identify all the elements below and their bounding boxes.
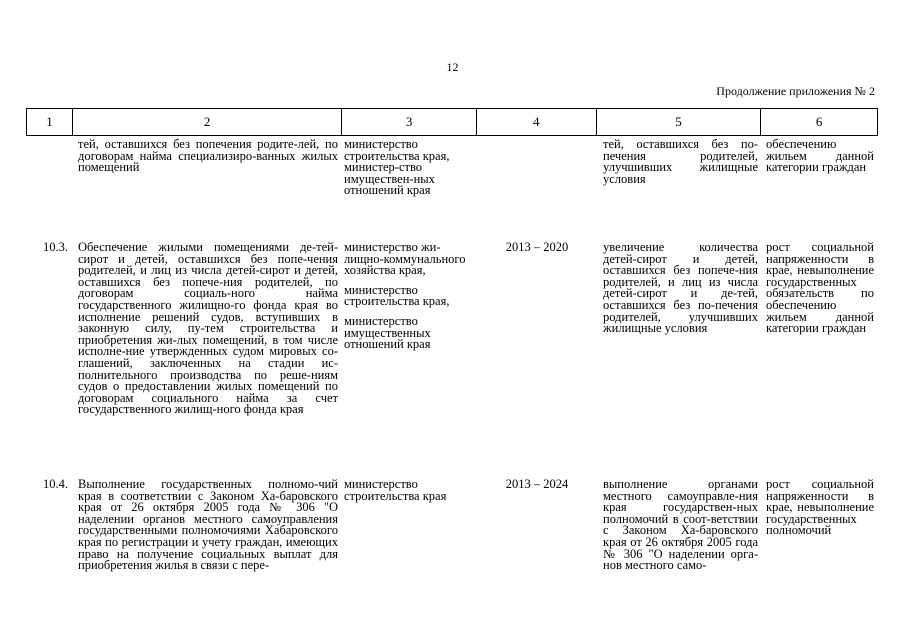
header-col-2: 2 [73, 109, 342, 135]
executor-text: министерство имущественных отношений края [344, 313, 431, 352]
executors-cell [342, 242, 477, 416]
row-number [26, 139, 72, 197]
row-number: 10.4. [43, 477, 68, 491]
risk-cell: рост социальной напряженности в крае, невыполнение государственных обязательств по обеспечению жильем данной категории граждан [766, 240, 874, 336]
row-number: 10.3. [43, 240, 68, 254]
executor-text: министерство строительства края [344, 477, 447, 503]
measure-cell: Обеспечение жилыми помещениями де-тей-сирот и детей, оставшихся без попе-чения родителей, и лиц из числа детей-сирот и детей, оставшихся без попече-ния родителей, по договорам социаль-ного найма государственного жилищно-го фонда края во исполнение решений судов, вступивших в законную силу, пу-тем строительства и приобретения жи-лых помещений, в том числе исполне-ние утвержденных судом мировых со-глашений, заключенных на стадии ис-полнительного производства по реше-ниям судов о предоставлении жилых помещений по договорам социального найма за счет государственного жилищ-ного фонда края [78, 240, 338, 417]
executors-cell [342, 139, 477, 197]
table-row [26, 242, 878, 416]
header-col-4: 4 [477, 109, 597, 135]
executor-text: министерство жи-лищно-коммунального хозяйства края, [344, 240, 466, 278]
executor-text: министерство строительства края, министер-ство имуществен-ных отношений края [344, 137, 450, 198]
risk-cell: рост социальной напряженности в крае, невыполнение государственных полномочий [766, 477, 874, 538]
executor-text: министерство строительства края, [344, 282, 450, 309]
header-col-1: 1 [27, 109, 73, 135]
period-cell: 2013 – 2020 [505, 240, 569, 254]
header-col-3: 3 [342, 109, 477, 135]
period-cell: 2013 – 2024 [505, 477, 569, 491]
risk-cell: обеспечению жильем данной категории граждан [766, 137, 874, 175]
measure-cell: Выполнение государственных полномо-чий края в соответствии с Законом Ха-баровского края от 26 октября 2005 года № 306 "О наделении органов местного самоуправления государственными полномочиями Хабаровского края по регистрации и учету граждан, имеющих право на получение социальных выплат для приобретения жилья в связи с пере- [78, 477, 338, 573]
result-cell: выполнение органами местного самоуправле-ния края государствен-ных полномочий в соот-ветствии с Законом Ха-баровского края от 26 октября 2005 года № 306 "О наделении орга-нов местного само- [603, 477, 758, 573]
result-cell: тей, оставшихся без по-печения родителей, улучшивших жилищные условия [603, 137, 758, 186]
result-cell: увеличение количества детей-сирот и детей, оставшихся без попече-ния родителей, и лиц из числа детей-сирот и де-тей, оставшихся без по-печения родителей, улучшивших жилищные условия [603, 240, 758, 336]
executors-cell [342, 479, 477, 572]
page-number: 12 [446, 60, 459, 74]
header-col-5: 5 [597, 109, 762, 135]
measure-cell: тей, оставшихся без попечения родите-лей, по договорам найма специализиро-ванных жилых помещений [78, 137, 338, 175]
table-header [26, 108, 878, 136]
period-cell [477, 139, 597, 197]
table-row [26, 479, 878, 572]
header-col-6: 6 [815, 114, 823, 129]
table-row [26, 139, 878, 197]
continuation-label: Продолжение приложения № 2 [716, 84, 875, 98]
